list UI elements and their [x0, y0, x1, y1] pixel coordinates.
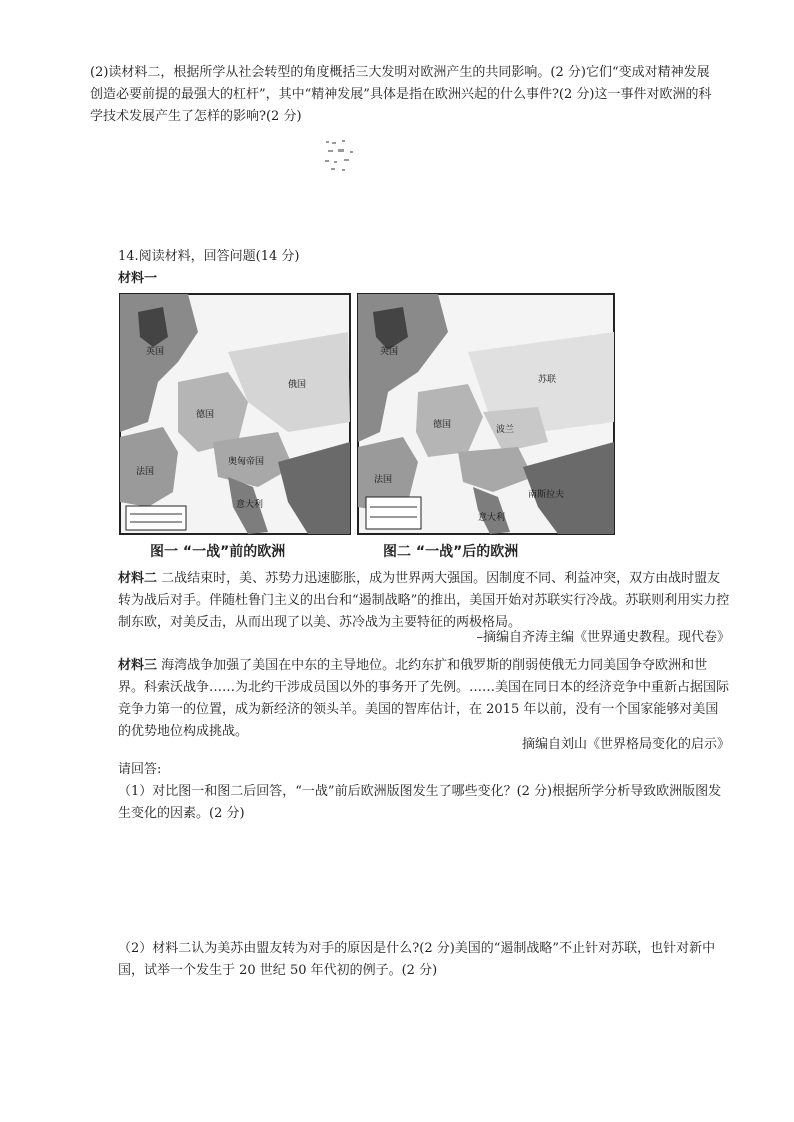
map2-label: 意大利 [478, 513, 506, 523]
map1-label: 法国 [136, 467, 155, 477]
map2-label: 英国 [380, 347, 399, 357]
material-2-source: –摘编自齐涛主编《世界通史教程。现代卷》 [476, 630, 730, 645]
map-before-ww1 [120, 294, 350, 534]
map1-label: 德国 [196, 410, 215, 420]
map2-label: 波兰 [496, 425, 515, 435]
question-14-2: （2）材料二认为美苏由盟友转为对手的原因是什么?(2 分)美国的“遏制战略”不止针对苏联，也针对新中国，试举一个发生于 20 世纪 50 年代初的例子。(2 分) [118, 941, 716, 978]
question-14-title: 14.阅读材料，回答问题(14 分) [118, 249, 300, 264]
map1-caption: 图一 “一战”前的欧洲 [150, 544, 286, 560]
map2-label: 南斯拉夫 [528, 490, 565, 500]
question-prev-2: (2)读材料二，根据所学从社会转型的角度概括三大发明对欧洲产生的共同影响。(2 分)它们“变成对精神发展创造必要前提的最强大的杠杆”，其中“精神发展”具体是指在欧洲兴起的什么事件?(2 分)这一事件对欧洲的科学技术发展产生了怎样的影响?(2 分) [90, 65, 712, 124]
material-3-label: 材料三 [118, 658, 158, 673]
europe-maps-figure [118, 292, 616, 560]
map1-label: 英国 [146, 347, 165, 357]
map1-label: 奥匈帝国 [228, 457, 265, 467]
map2-caption: 图二 “一战”后的欧洲 [383, 544, 519, 560]
material-1-label: 材料一 [118, 271, 158, 286]
ask-prompt: 请回答: [118, 762, 162, 777]
material-3 [118, 655, 730, 743]
map2-label: 德国 [433, 420, 452, 430]
question-14-1: （1）对比图一和图二后回答，“一战”前后欧洲版图发生了哪些变化？(2 分)根据所学分析导致欧洲版图发生变化的因素。(2 分) [118, 784, 722, 821]
material-2-label: 材料二 [118, 571, 158, 586]
map2-label: 苏联 [538, 375, 557, 385]
map1-label: 意大利 [236, 500, 264, 510]
map2-label: 法国 [374, 475, 393, 485]
map-after-ww1 [358, 294, 614, 534]
material-3-source: 摘编自刘山《世界格局变化的启示》 [521, 737, 730, 752]
material-2-text: 二战结束时，美、苏势力迅速膨胀，成为世界两大强国。因制度不同、利益冲突，双方由战时盟友转为战后对手。伴随杜鲁门主义的出台和“遏制战略”的推出，美国开始对苏联实行冷战。苏联则利用实力控制东欧，对美反击，从而出现了以美、苏冷战为主要特征的两极格局。 [118, 571, 730, 630]
material-2 [118, 568, 730, 634]
scan-smudge [322, 138, 360, 174]
material-3-text: 海湾战争加强了美国在中东的主导地位。北约东扩和俄罗斯的削弱使俄无力同美国争夺欧洲和世界。科索沃战争……为北约干涉成员国以外的事务开了先例。……美国在同日本的经济竞争中重新占据国际竞争力第一的位置，成为新经济的领头羊。美国的智库估计，在 2015 年以前，没有一个国家能够对美国的优势地位构成挑战。 [118, 658, 730, 739]
map1-label: 俄国 [288, 380, 307, 390]
